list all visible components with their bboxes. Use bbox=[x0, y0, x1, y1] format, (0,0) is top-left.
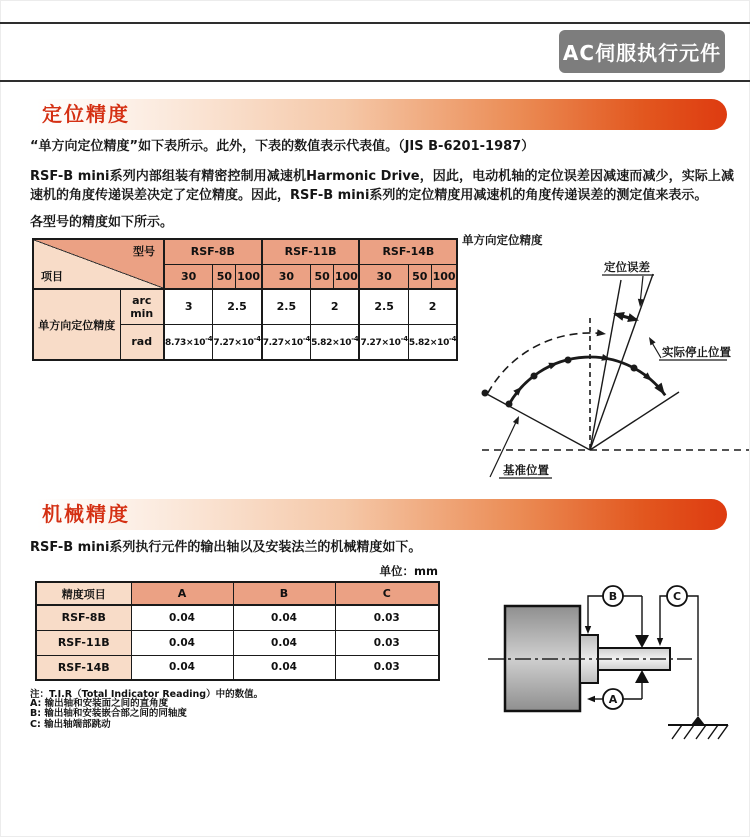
positioning-accuracy-table bbox=[32, 238, 458, 361]
section2-title: 机械精度 bbox=[42, 502, 130, 526]
ratio-header: 50 bbox=[408, 264, 431, 289]
column-header: 精度项目 bbox=[36, 582, 131, 605]
arcmin-value: 2.5 bbox=[359, 289, 408, 324]
callout-label-a: A bbox=[608, 693, 618, 706]
arcmin-value: 3 bbox=[164, 289, 213, 324]
section1-banner bbox=[30, 99, 727, 130]
value-cell: 0.04 bbox=[131, 605, 233, 630]
value-cell: 0.04 bbox=[233, 655, 335, 680]
corner-label-item: 项目 bbox=[41, 270, 63, 283]
ratio-header: 100 bbox=[236, 264, 262, 289]
label-reference-position: 基准位置 bbox=[503, 463, 549, 477]
page-tag-label: AC伺服执行元件 bbox=[562, 41, 722, 65]
ratio-header: 50 bbox=[311, 264, 334, 289]
arcmin-value: 2 bbox=[311, 289, 360, 324]
value-cell: 0.03 bbox=[335, 655, 439, 680]
row-header-accuracy: 单方向定位精度 bbox=[33, 289, 120, 360]
callout-label-c: C bbox=[672, 590, 682, 603]
model-cell: RSF-11B bbox=[36, 630, 131, 655]
unit-arcmin: arc min bbox=[120, 289, 164, 324]
arcmin-value: 2 bbox=[408, 289, 457, 324]
section1-body: RSF-B mini系列内部组装有精密控制用减速机Harmonic Drive，因此，电动机轴的定位误差因减速而减少，实际上减速机的角度传递误差决定了定位精度。因此，RSF-B mini系列的定位精度用减速机的角度传递误差的测定值来表示。 bbox=[30, 169, 734, 203]
label-positioning-error: 定位误差 bbox=[604, 260, 650, 274]
column-header: A bbox=[131, 582, 233, 605]
rad-value: $7.27\times 10^{-4}$ bbox=[213, 324, 262, 360]
value-cell: 0.04 bbox=[233, 630, 335, 655]
value-cell: 0.04 bbox=[131, 630, 233, 655]
top-rule bbox=[0, 22, 750, 24]
indicator-pointer-top bbox=[635, 635, 649, 648]
ratio-header: 30 bbox=[262, 264, 311, 289]
arcmin-value: 2.5 bbox=[213, 289, 262, 324]
ratio-header: 100 bbox=[334, 264, 360, 289]
rad-value: $7.27\times 10^{-4}$ bbox=[359, 324, 408, 360]
value-cell: 0.04 bbox=[233, 605, 335, 630]
tir-note: 注：T.I.R（Total Indicator Reading）中的数值。 bbox=[30, 689, 264, 700]
value-cell: 0.04 bbox=[131, 655, 233, 680]
rad-value: $8.73\times 10^{-4}$ bbox=[164, 324, 213, 360]
table-row bbox=[36, 630, 439, 655]
rad-value: $7.27\times 10^{-4}$ bbox=[262, 324, 311, 360]
model-header: RSF-8B bbox=[164, 239, 262, 264]
section1-table-caption: 各型号的精度如下所示。 bbox=[30, 215, 174, 230]
section2-banner bbox=[30, 499, 727, 530]
header-rule bbox=[0, 80, 750, 82]
arcmin-value: 2.5 bbox=[262, 289, 311, 324]
indicator-pointer-bottom bbox=[635, 670, 649, 683]
ratio-header: 50 bbox=[213, 264, 236, 289]
section1-title: 定位精度 bbox=[42, 102, 130, 126]
page-tag bbox=[559, 30, 725, 73]
table-row bbox=[36, 605, 439, 630]
diagram1-title: 单方向定位精度 bbox=[462, 233, 543, 247]
legend-item-b: B: 输出轴和安装嵌合部之间的同轴度 bbox=[30, 708, 187, 720]
ground-symbol bbox=[691, 716, 705, 725]
unit-rad: rad bbox=[120, 324, 164, 360]
section1-intro: “单方向定位精度”如下表所示。此外，下表的数值表示代表值。（JIS B-6201-1987） bbox=[30, 139, 535, 154]
table-row bbox=[36, 655, 439, 680]
rad-value: $5.82\times 10^{-4}$ bbox=[311, 324, 360, 360]
legend-item-a: A: 输出轴和安装面之间的直角度 bbox=[30, 698, 169, 709]
column-header: C bbox=[335, 582, 439, 605]
model-cell: RSF-14B bbox=[36, 655, 131, 680]
table-corner-cell bbox=[33, 239, 164, 289]
unit-label: 单位：mm bbox=[379, 564, 438, 578]
legend-item-c: C: 输出轴端部跳动 bbox=[30, 718, 111, 730]
ratio-header: 30 bbox=[164, 264, 213, 289]
column-header: B bbox=[233, 582, 335, 605]
corner-label-model: 型号 bbox=[133, 245, 155, 258]
ratio-header: 30 bbox=[359, 264, 408, 289]
rad-value: $5.82\times 10^{-4}$ bbox=[408, 324, 457, 360]
callout-label-b: B bbox=[608, 590, 618, 603]
label-actual-stop-position: 实际停止位置 bbox=[662, 345, 731, 359]
section2-intro: RSF-B mini系列执行元件的输出轴以及安装法兰的机械精度如下。 bbox=[30, 540, 422, 555]
abc-legend bbox=[30, 699, 187, 730]
model-cell: RSF-8B bbox=[36, 605, 131, 630]
mechanical-diagram bbox=[470, 573, 750, 767]
ratio-header: 100 bbox=[431, 264, 457, 289]
value-cell: 0.03 bbox=[335, 630, 439, 655]
model-header: RSF-14B bbox=[359, 239, 457, 264]
model-header: RSF-11B bbox=[262, 239, 360, 264]
value-cell: 0.03 bbox=[335, 605, 439, 630]
mechanical-accuracy-table bbox=[35, 581, 440, 681]
positioning-diagram bbox=[457, 230, 750, 484]
